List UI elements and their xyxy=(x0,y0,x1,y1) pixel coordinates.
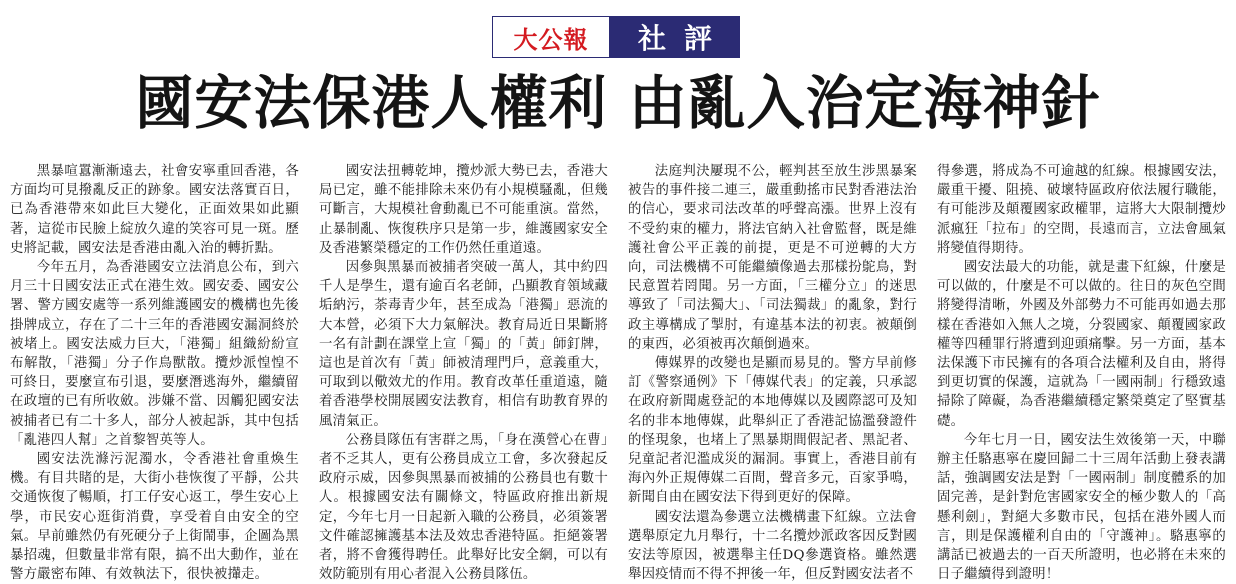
paragraph: 因參與黑暴而被捕者突破一萬人，其中約四千人是學生，還有逾百名老師，凸顯教育領域藏垢納污，荼毒青少年，甚至成為「港獨」惡流的大本營，必須下大力氣解決。教育局近日果斷將一名有計劃在課堂上宣「獨」的「黃」師釘牌，這也是首次有「黃」師被清理門戶，意義重大，可取到以儆效尤的作用。教育改革任重道遠，隨着香港學校開展國安法教育，相信有助教育界的風清氣正。 xyxy=(319,260,608,429)
headline: 國安法保港人權利 由亂入治定海神針 xyxy=(135,69,1101,137)
paragraph: 國安法扭轉乾坤，攬炒派大勢已去，香港大局已定，雖不能排除未來仍有小規模騷亂，但幾可斷言，大規模社會動亂已不可能重演。當然，止暴制亂、恢復秩序只是第一步，維護國家安全及香港繁榮穩定的工作仍然任重道遠。 xyxy=(319,164,608,256)
paragraph: 黑暴喧囂漸漸遠去，社會安寧重回香港，各方面均可見撥亂反正的跡象。國安法落實百日，已為香港帶來如此巨大變化，正面效果如此顯著，這從市民臉上綻放久違的笑容可見一斑。歷史將記載，國安法是香港由亂入治的轉折點。 xyxy=(10,164,299,256)
paragraph: 國安法洗滌污泥濁水，令香港社會重煥生機。有目共睹的是，大街小巷恢復了平靜，公共交通恢復了暢順，打工仔安心返工，學生安心上學，市民安心逛街消費，享受着自由安全的空氣。早前雖然仍有死硬分子上街鬧事，企圖為黑暴招魂，但數量非常有限，搞不出大動作，並在警方嚴密布陣、有效執法下，很快被攆走。 xyxy=(10,452,299,583)
paragraph: 傳媒界的改變也是顯而易見的。警方早前修訂《警察通例》下「傳媒代表」的定義，只承認在政府新聞處登記的本地傳媒以及國際認可及知名的非本地傳媒，此舉糾正了香港記協濫發證件的怪現象，也堵上了黑暴期間假記者、黑記者、兒童記者氾濫成災的漏洞。事實上，香港目前有海內外正規傳媒二百間，聲音多元，百家爭鳴，新聞自由在國安法下得到更好的保障。 xyxy=(628,356,917,506)
paragraph-continued: 得參選，將成為不可逾越的紅線。根據國安法，嚴重干擾、阻撓、破壞特區政府依法履行職能，有可能涉及顛覆國家政權罪，這將大大限制攬炒派瘋狂「拉布」的空間，長遠而言，立法會風氣將變值得期待。 xyxy=(937,164,1226,256)
paragraph: 國安法還為參選立法機構畫下紅線。立法會選舉原定九月舉行，十二名攬炒派政客因反對國安法等原因，被選舉主任DQ參選資格。雖然選舉因疫情而不得不押後一年，但反對國安法者不 xyxy=(628,509,917,583)
paragraph: 今年七月一日，國安法生效後第一天，中聯辦主任駱惠寧在慶回歸二十三周年活動上發表講話，強調國安法是對「一國兩制」制度體系的加固完善，是針對危害國家安全的極少數人的「高懸利劍」，對絕大多數市民，包括在港外國人而言，則是保護權利自由的「守護神」。駱惠寧的講話已被過去的一百天所證明，也必將在未來的日子繼續得到證明！ xyxy=(937,432,1226,583)
section-label: 社評 xyxy=(610,16,740,58)
article-body xyxy=(10,162,1226,583)
paragraph: 今年五月，為香港國安立法消息公布，到六月三十日國安法正式在港生效。國安委、國安公署、警方國安處等一系列維護國安的機構也先後掛牌成立，存在了二十三年的香港國安漏洞終於被堵上。國安法威力巨大，「港獨」組織紛紛宣布解散，「港獨」分子作鳥獸散。攬炒派惶惶不可終日，要麼宣布引退，要麼潛逃海外，繼續留在政壇的已有所收斂。涉嫌不當、因觸犯國安法被捕者已有二十多人，部分人被起訴，其中包括「亂港四人幫」之首黎智英等人。 xyxy=(10,260,299,448)
article-column-3 xyxy=(628,162,917,583)
article-column-1 xyxy=(10,162,299,583)
newspaper-logo: 大公報 xyxy=(492,16,610,58)
masthead xyxy=(492,16,740,58)
article-column-4 xyxy=(937,162,1226,583)
article-column-2 xyxy=(319,162,608,583)
paragraph: 公務員隊伍有害群之馬，「身在漢營心在曹」者不乏其人，更有公務員成立工會，多次發起反政府示威，因參與黑暴而被捕的公務員也有數十人。根據國安法有關條文，特區政府推出新規定，今年七月一日起新入職的公務員，必須簽署文件確認擁護基本法及效忠香港特區。拒絕簽署者，將不會獲得聘任。此舉好比安全網，可以有效防範別有用心者混入公務員隊伍。 xyxy=(319,432,608,583)
paragraph: 國安法最大的功能，就是畫下紅線，什麼是可以做的，什麼是不可以做的。往日的灰色空間將變得清晰，外國及外部勢力不可能再如過去那樣在香港如入無人之境，分裂國家、顛覆國家政權等四種罪行將遭到迎頭痛擊。另一方面，基本法保護下市民擁有的各項合法權利及自由，將得到更切實的保護，這就為「一國兩制」行穩致遠掃除了障礙，為香港繼續穩定繁榮奠定了堅實基礎。 xyxy=(937,260,1226,429)
paragraph: 法庭判決屢現不公，輕判甚至放生涉黑暴案被告的事件接二連三，嚴重動搖市民對香港法治的信心，要求司法改革的呼聲高漲。世界上沒有不受約束的權力，將法官納入社會監督，既是維護社會公平正義的前提，更是不可逆轉的大方向，司法機構不可能繼續像過去那樣扮鴕鳥，對民意置若罔聞。另一方面，「三權分立」的迷思導致了「司法獨大」、「司法獨裁」的亂象，對行政主導構成了掣肘，有違基本法的初衷。被顛倒的東西，必須被再次顛倒過來。 xyxy=(628,164,917,352)
